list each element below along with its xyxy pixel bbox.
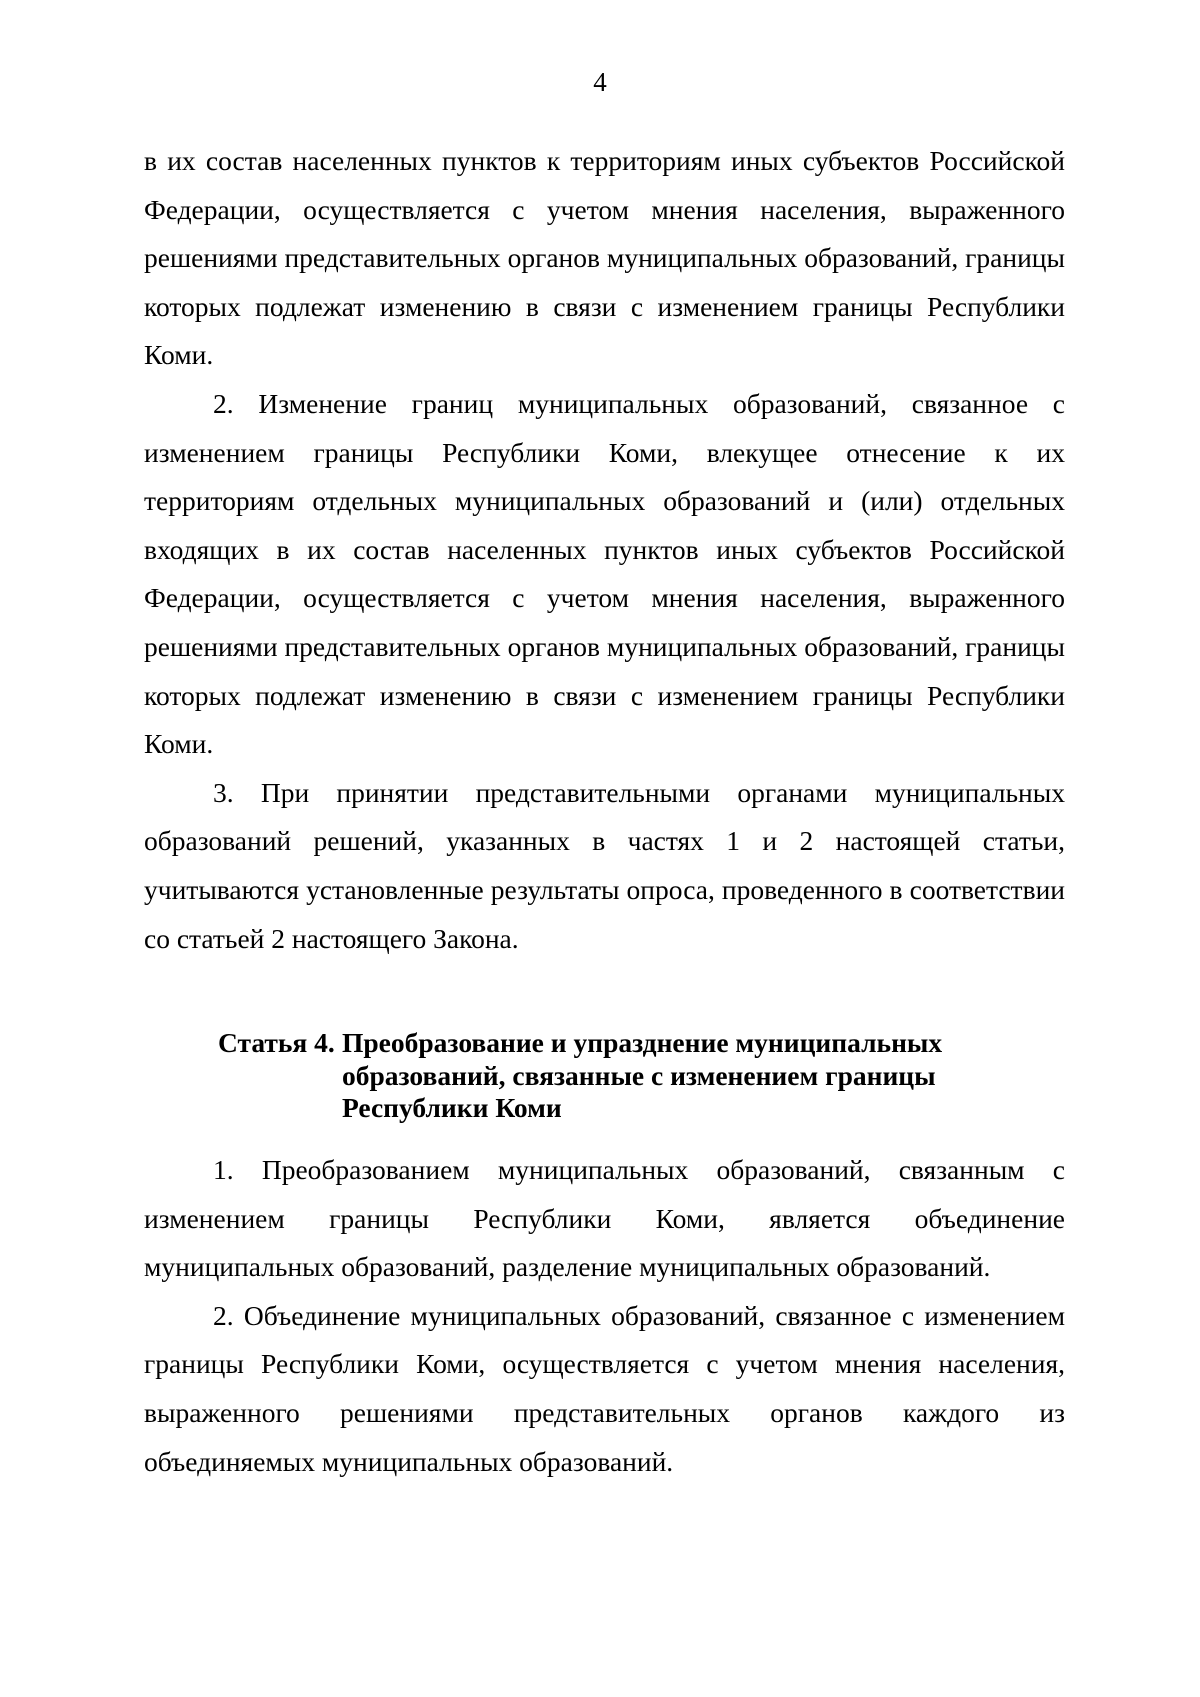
paragraph-continuation: в их состав населенных пунктов к территориям иных субъектов Российской Федерации, осуществляется с учетом мнения населения, выраженного решениями представительных органов муниципальных образований, границы которых подлежат изменению в связи с изменением границы Республики Коми. xyxy=(144,145,1065,371)
paragraph-article-3-part-3: 3. При принятии представительными органами муниципальных образований решений, указанных в частях 1 и 2 настоящей статьи, учитываются установленные результаты опроса, проведенного в соответствии со статьей 2 настоящего Закона. xyxy=(144,776,1065,954)
article-3-continuation xyxy=(144,137,1065,963)
article-4-label: Статья 4. xyxy=(218,1027,335,1058)
paragraph-article-4-part-2: 2. Объединение муниципальных образований, связанное с изменением границы Республики Коми, осуществляется с учетом мнения населения, выраженного решениями представительных органов каждого из объединяемых муниципальных образований. xyxy=(144,1299,1065,1477)
paragraph-article-4-part-1: 1. Преобразованием муниципальных образований, связанным с изменением границы Республики Коми, является объединение муниципальных образований, разделение муниципальных образований. xyxy=(144,1154,1065,1283)
paragraph-article-3-part-2: 2. Изменение границ муниципальных образований, связанное с изменением границы Республики Коми, влекущее отнесение к их территориям отдельных муниципальных образований и (или) отдельных входящих в их состав населенных пунктов иных субъектов Российской Федерации, осуществляется с учетом мнения населения, выраженного решениями представительных органов муниципальных образований, границы которых подлежат изменению в связи с изменением границы Республики Коми. xyxy=(144,387,1065,760)
page-number: 4 xyxy=(593,67,607,97)
article-4-title: Преобразование и упразднение муниципальных образований, связанные с изменением границы Республики Коми xyxy=(342,1027,943,1123)
article-4-heading xyxy=(218,1027,1018,1125)
article-4-body xyxy=(144,1146,1065,1486)
